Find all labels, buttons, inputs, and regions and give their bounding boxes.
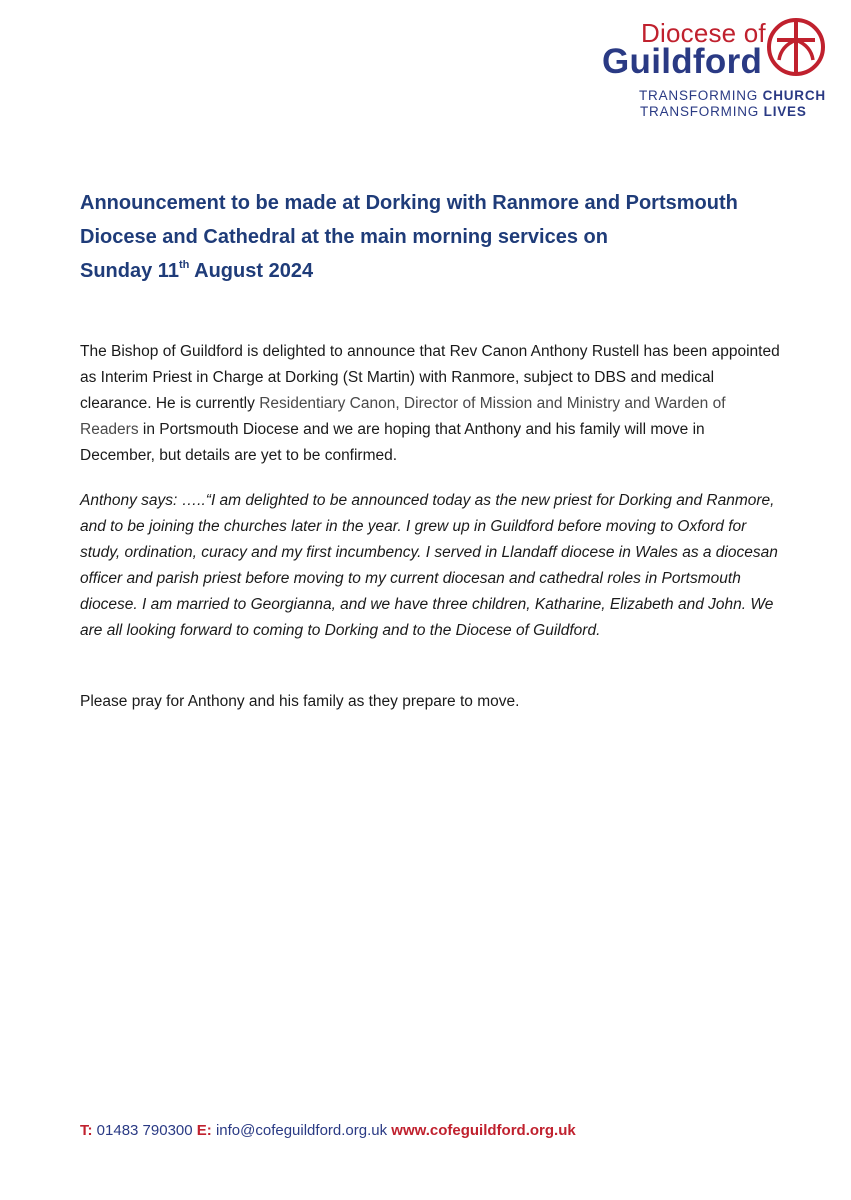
heading-line-2: Diocese and Cathedral at the main morning services on bbox=[80, 226, 608, 248]
quote-paragraph: Anthony says: …..“I am delighted to be announced today as the new priest for Dorking and Ranmore, and to be joining the churches later in the year. I grew up in Guildford before moving to Oxford for study, ordination, curacy and my first incumbency. I served in Llandaff diocese in Wales as a diocesan officer and parish priest before moving to my current diocesan and cathedral roles in Portsmouth diocese. I am married to Georgianna, and we have three children, Katharine, Elizabeth and John. We are all looking forward to coming to Dorking and to the Diocese of Guildford. bbox=[80, 492, 778, 639]
heading-line-3: Sunday 11th August 2024 bbox=[80, 259, 314, 282]
tagline-transforming-lives: TRANSFORMING LIVES bbox=[640, 104, 807, 119]
telephone-number: 01483 790300 bbox=[92, 1122, 197, 1139]
diocese-logo bbox=[560, 8, 840, 123]
tagline-transforming-church: TRANSFORMING CHURCH bbox=[639, 88, 826, 103]
heading-line-1: Announcement to be made at Dorking with Ranmore and Portsmouth bbox=[80, 192, 738, 214]
appointment-paragraph: The Bishop of Guildford is delighted to announce that Rev Canon Anthony Rustell has been appointed as Interim Priest in Charge at Dorking (St Martin) with Ranmore, subject to DBS and medical clearance. He is currently Residentiary Canon, Director of Mission and Ministry and Warden of Readers in Portsmouth Diocese and we are hoping that Anthony and his family will move in December, but details are yet to be confirmed. bbox=[80, 343, 780, 464]
logo-line-diocese-of: Diocese of bbox=[641, 18, 766, 48]
telephone-label: T: bbox=[80, 1122, 93, 1139]
prayer-paragraph: Please pray for Anthony and his family as they prepare to move. bbox=[80, 693, 520, 710]
announcement-heading bbox=[80, 186, 780, 288]
role-title: Residentiary Canon, Director of Mission and Ministry and Warden of Readers bbox=[80, 395, 726, 438]
website-link[interactable]: www.cofeguildford.org.uk bbox=[391, 1122, 576, 1139]
email-address[interactable]: info@cofeguildford.org.uk bbox=[211, 1122, 392, 1139]
logo-line-guildford: Guildford bbox=[602, 42, 763, 81]
contact-footer bbox=[80, 1122, 576, 1139]
diocese-cross-icon bbox=[765, 16, 827, 78]
email-label: E: bbox=[196, 1122, 212, 1139]
